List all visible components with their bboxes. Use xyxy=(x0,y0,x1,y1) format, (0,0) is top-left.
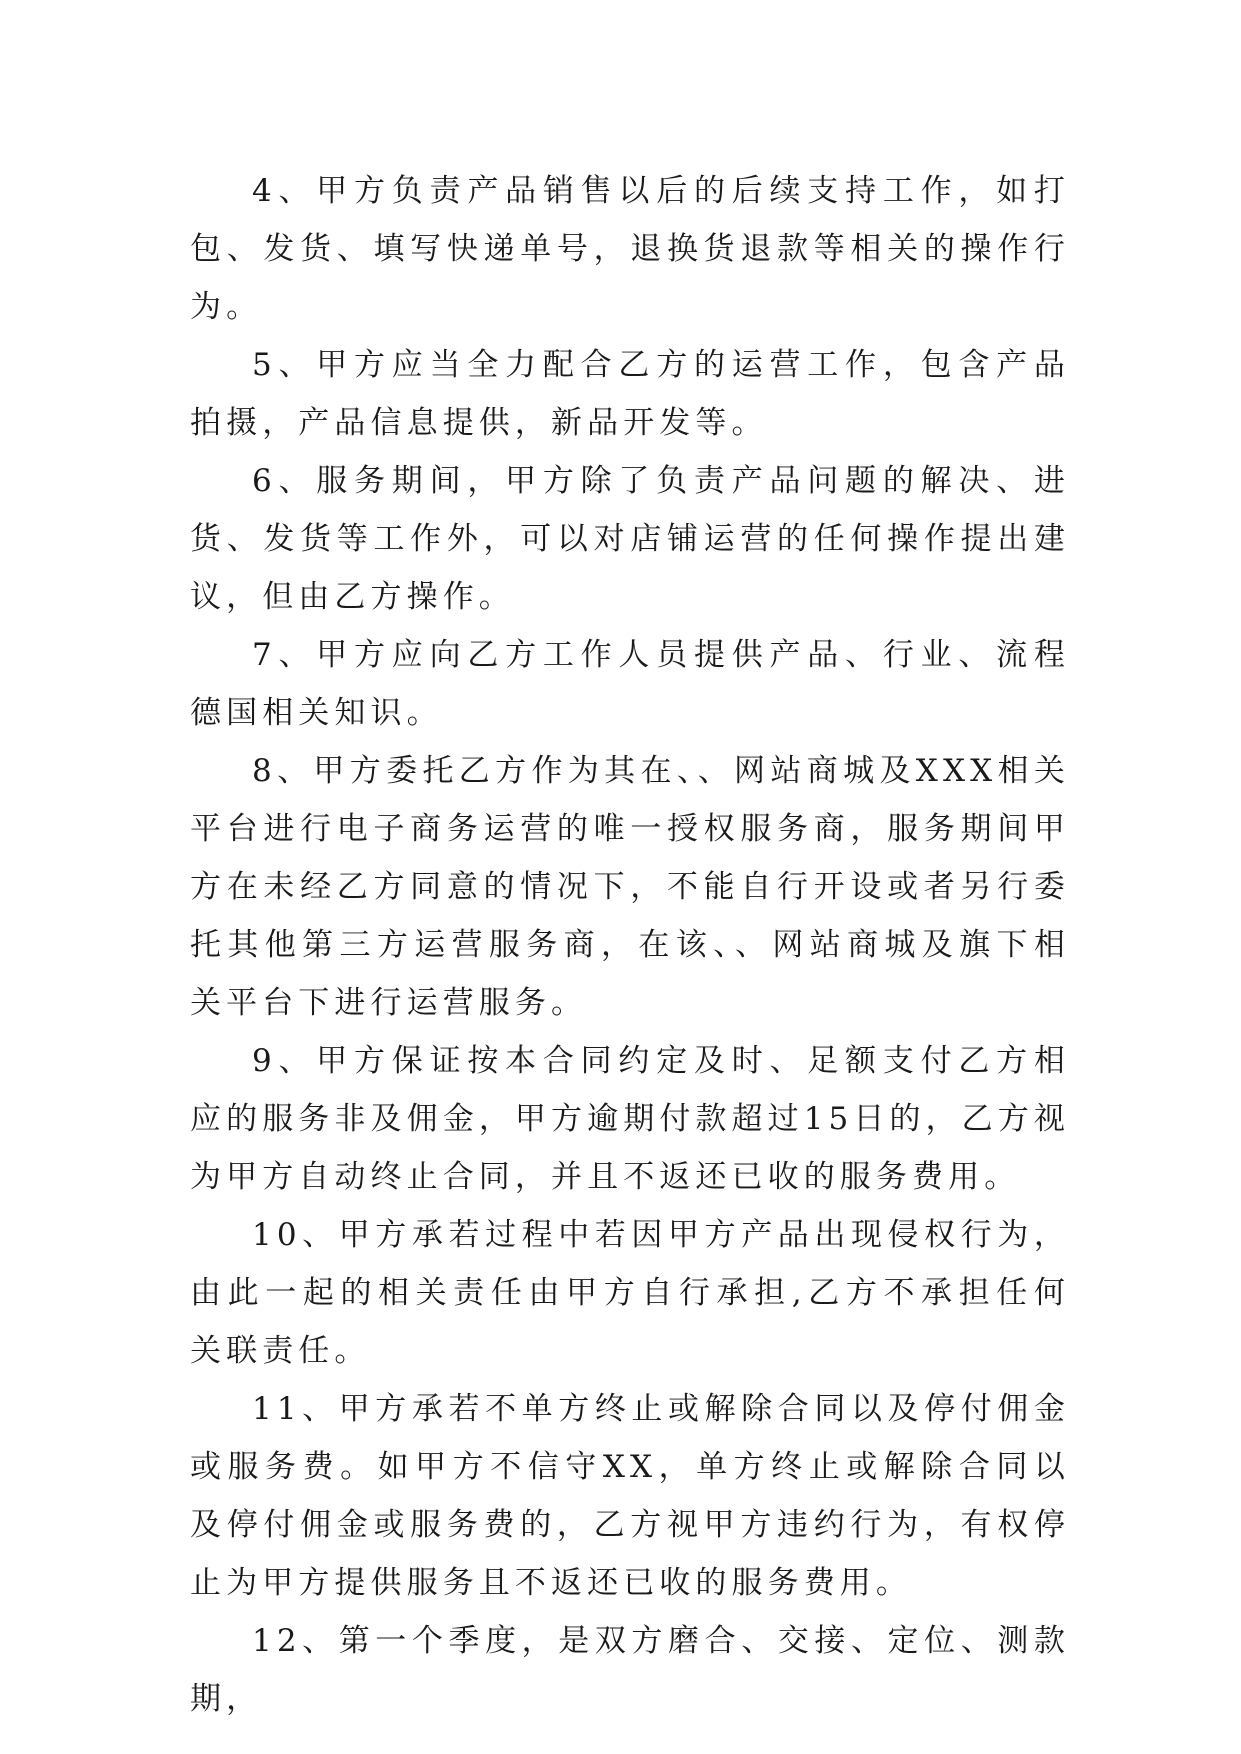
clause-9: 9、甲方保证按本合同约定及时、足额支付乙方相应的服务非及佣金，甲方逾期付款超过15日的，乙方视为甲方自动终止合同，并且不返还已收的服务费用。 xyxy=(190,1043,1070,1195)
document-body xyxy=(190,162,1070,1728)
clause-7: 7、甲方应向乙方工作人员提供产品、行业、流程德国相关知识。 xyxy=(190,637,1070,731)
clause-12: 12、第一个季度，是双方磨合、交接、定位、测款期， xyxy=(190,1623,1070,1717)
clause-6: 6、服务期间，甲方除了负责产品问题的解决、进货、发货等工作外，可以对店铺运营的任何操作提出建议，但由乙方操作。 xyxy=(190,463,1070,615)
clause-5: 5、甲方应当全力配合乙方的运营工作，包含产品拍摄，产品信息提供，新品开发等。 xyxy=(190,347,1070,441)
clause-11: 11、甲方承若不单方终止或解除合同以及停付佣金或服务费。如甲方不信守XX，单方终止或解除合同以及停付佣金或服务费的，乙方视甲方违约行为，有权停止为甲方提供服务且不返还已收的服务费用。 xyxy=(190,1391,1070,1601)
clause-10: 10、甲方承若过程中若因甲方产品出现侵权行为，由此一起的相关责任由甲方自行承担,乙方不承担任何关联责任。 xyxy=(190,1217,1070,1369)
clause-8: 8、甲方委托乙方作为其在、、网站商城及XXX相关平台进行电子商务运营的唯一授权服务商，服务期间甲方在未经乙方同意的情况下，不能自行开设或者另行委托其他第三方运营服务商，在该、、网站商城及旗下相关平台下进行运营服务。 xyxy=(190,753,1070,1021)
clause-4: 4、甲方负责产品销售以后的后续支持工作，如打包、发货、填写快递单号，退换货退款等相关的操作行为。 xyxy=(190,173,1070,325)
